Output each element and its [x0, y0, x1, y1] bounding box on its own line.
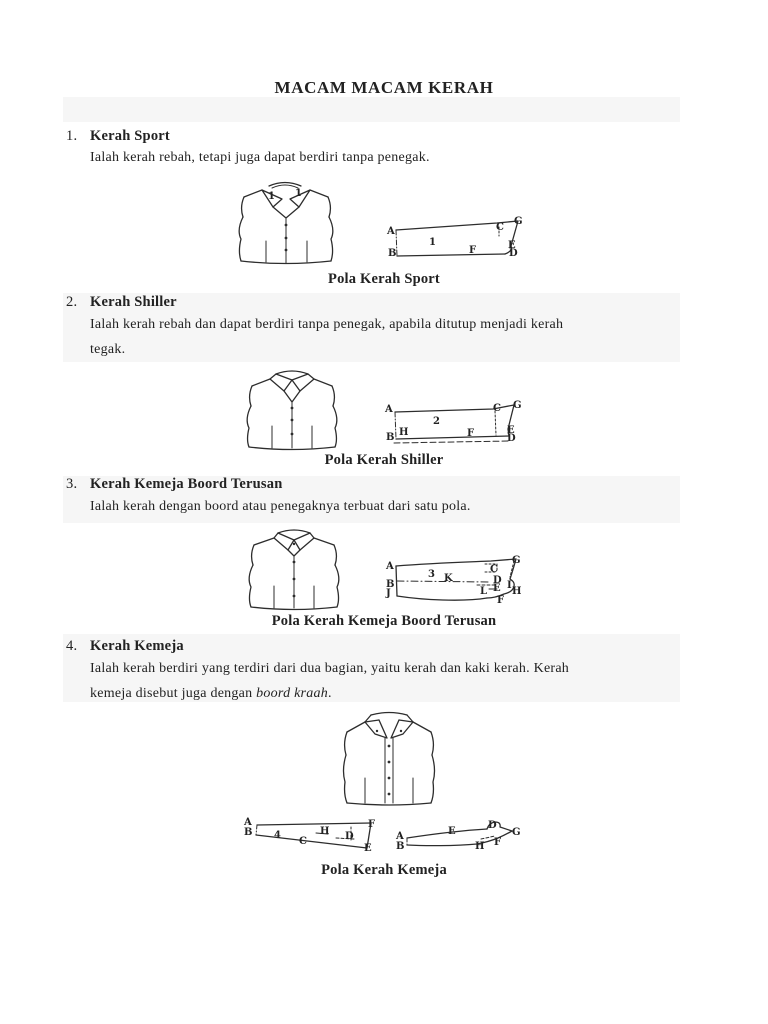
section-2-number: 2. [66, 294, 78, 310]
kemeja-shirt-drawing [335, 710, 443, 807]
body-text-end: . [328, 686, 332, 701]
pattern-point-label: D [493, 575, 502, 586]
pattern-point-label: A [387, 226, 395, 237]
pattern-point-label: C [496, 222, 504, 233]
section-3-title: Kerah Kemeja Boord Terusan [90, 476, 283, 492]
section-2-heading [66, 294, 177, 311]
pattern-point-label: G [513, 400, 522, 411]
pattern-point-label: H [320, 826, 330, 837]
section-2-body-line-2: tegak. [90, 342, 126, 357]
body-text: kemeja disebut juga dengan [90, 686, 257, 701]
pattern-point-label: C [299, 836, 307, 847]
pattern-point-label: E [507, 425, 515, 436]
pattern-point-label: E [508, 240, 516, 251]
pattern-point-label: 4 [274, 830, 281, 841]
pattern-point-label: 3 [428, 569, 435, 580]
highlight-band-1 [63, 97, 680, 122]
pattern-point-label: D [488, 820, 497, 831]
pattern-point-label: F [497, 595, 505, 606]
pattern-point-label: C [490, 564, 498, 575]
figure-4-caption: Pola Kerah Kemeja [321, 862, 447, 878]
section-4-number: 4. [66, 638, 78, 654]
section-3-number: 3. [66, 476, 78, 492]
pattern-point-label: L [480, 586, 488, 597]
section-4-body-line-1: Ialah kerah berdiri yang terdiri dari dua bagian, yaitu kerah dan kaki kerah. Kerah [90, 661, 570, 676]
figure-1-caption: Pola Kerah Sport [328, 271, 440, 287]
pattern-point-label: D [345, 831, 354, 842]
pattern-point-label: G [512, 555, 521, 566]
pattern-point-label: E [448, 826, 456, 837]
kemeja-stand-pattern-diagram [395, 818, 525, 856]
pattern-point-label: B [396, 841, 405, 852]
pattern-point-label: B [386, 579, 395, 590]
pattern-point-label: F [494, 837, 502, 848]
section-1-title: Kerah Sport [90, 128, 170, 144]
pattern-point-label: K [444, 573, 453, 584]
section-2-body-line-1: Ialah kerah rebah dan dapat berdiri tanpa penegak, apabila ditutup menjadi kerah [90, 317, 564, 332]
boord-terusan-pattern-diagram [383, 556, 528, 611]
pattern-point-label: E [493, 583, 501, 594]
shiller-collar-pattern-diagram [385, 400, 525, 448]
pattern-point-label: B [386, 432, 395, 443]
italic-term: boord kraah [256, 686, 328, 701]
pattern-point-label: 1 [429, 237, 436, 248]
pattern-point-label: G [512, 827, 521, 838]
pattern-point-label: I [507, 580, 512, 591]
sport-collar-pattern-diagram [385, 213, 525, 263]
pattern-point-label: G [514, 216, 523, 227]
pattern-point-label: A [396, 831, 404, 842]
kemeja-collar-pattern-diagram [240, 815, 380, 860]
pattern-point-label: H [512, 586, 522, 597]
pattern-point-label: 1 [268, 191, 275, 202]
pattern-point-label: F [368, 819, 376, 830]
pattern-point-label: F [469, 245, 477, 256]
pattern-point-label: F [467, 428, 475, 439]
section-4-title: Kerah Kemeja [90, 638, 184, 654]
page-title: MACAM MACAM KERAH [274, 78, 494, 97]
section-4-heading [66, 638, 184, 655]
section-1-heading [66, 128, 170, 145]
pattern-point-label: 1 [295, 188, 302, 199]
figure-2-caption: Pola Kerah Shiller [324, 452, 444, 468]
shiller-collar-blouse-drawing [228, 368, 362, 452]
pattern-point-label: A [386, 561, 394, 572]
section-3-body: Ialah kerah dengan boord atau penegaknya terbuat dari satu pola. [90, 499, 471, 514]
section-3-heading [66, 476, 283, 493]
section-4-body-line-2 [90, 686, 332, 702]
figure-3-caption: Pola Kerah Kemeja Boord Terusan [271, 613, 497, 629]
pattern-point-label: B [244, 827, 253, 838]
pattern-point-label: H [399, 427, 409, 438]
sport-collar-blouse-drawing [228, 178, 344, 266]
pattern-point-label: B [388, 248, 397, 259]
pattern-point-label: A [244, 817, 252, 828]
pattern-point-label: D [507, 433, 516, 444]
section-1-number: 1. [66, 128, 78, 144]
boord-terusan-blouse-drawing [228, 526, 364, 612]
pattern-point-label: 2 [433, 416, 440, 427]
pattern-point-label: J [386, 588, 391, 599]
pattern-point-label: C [493, 403, 501, 414]
section-1-body: Ialah kerah rebah, tetapi juga dapat berdiri tanpa penegak. [90, 150, 430, 165]
pattern-point-label: D [509, 248, 518, 259]
pattern-point-label: A [385, 404, 393, 415]
section-2-title: Kerah Shiller [90, 294, 177, 310]
pattern-point-label: E [364, 843, 372, 854]
pattern-point-label: H [475, 841, 485, 852]
